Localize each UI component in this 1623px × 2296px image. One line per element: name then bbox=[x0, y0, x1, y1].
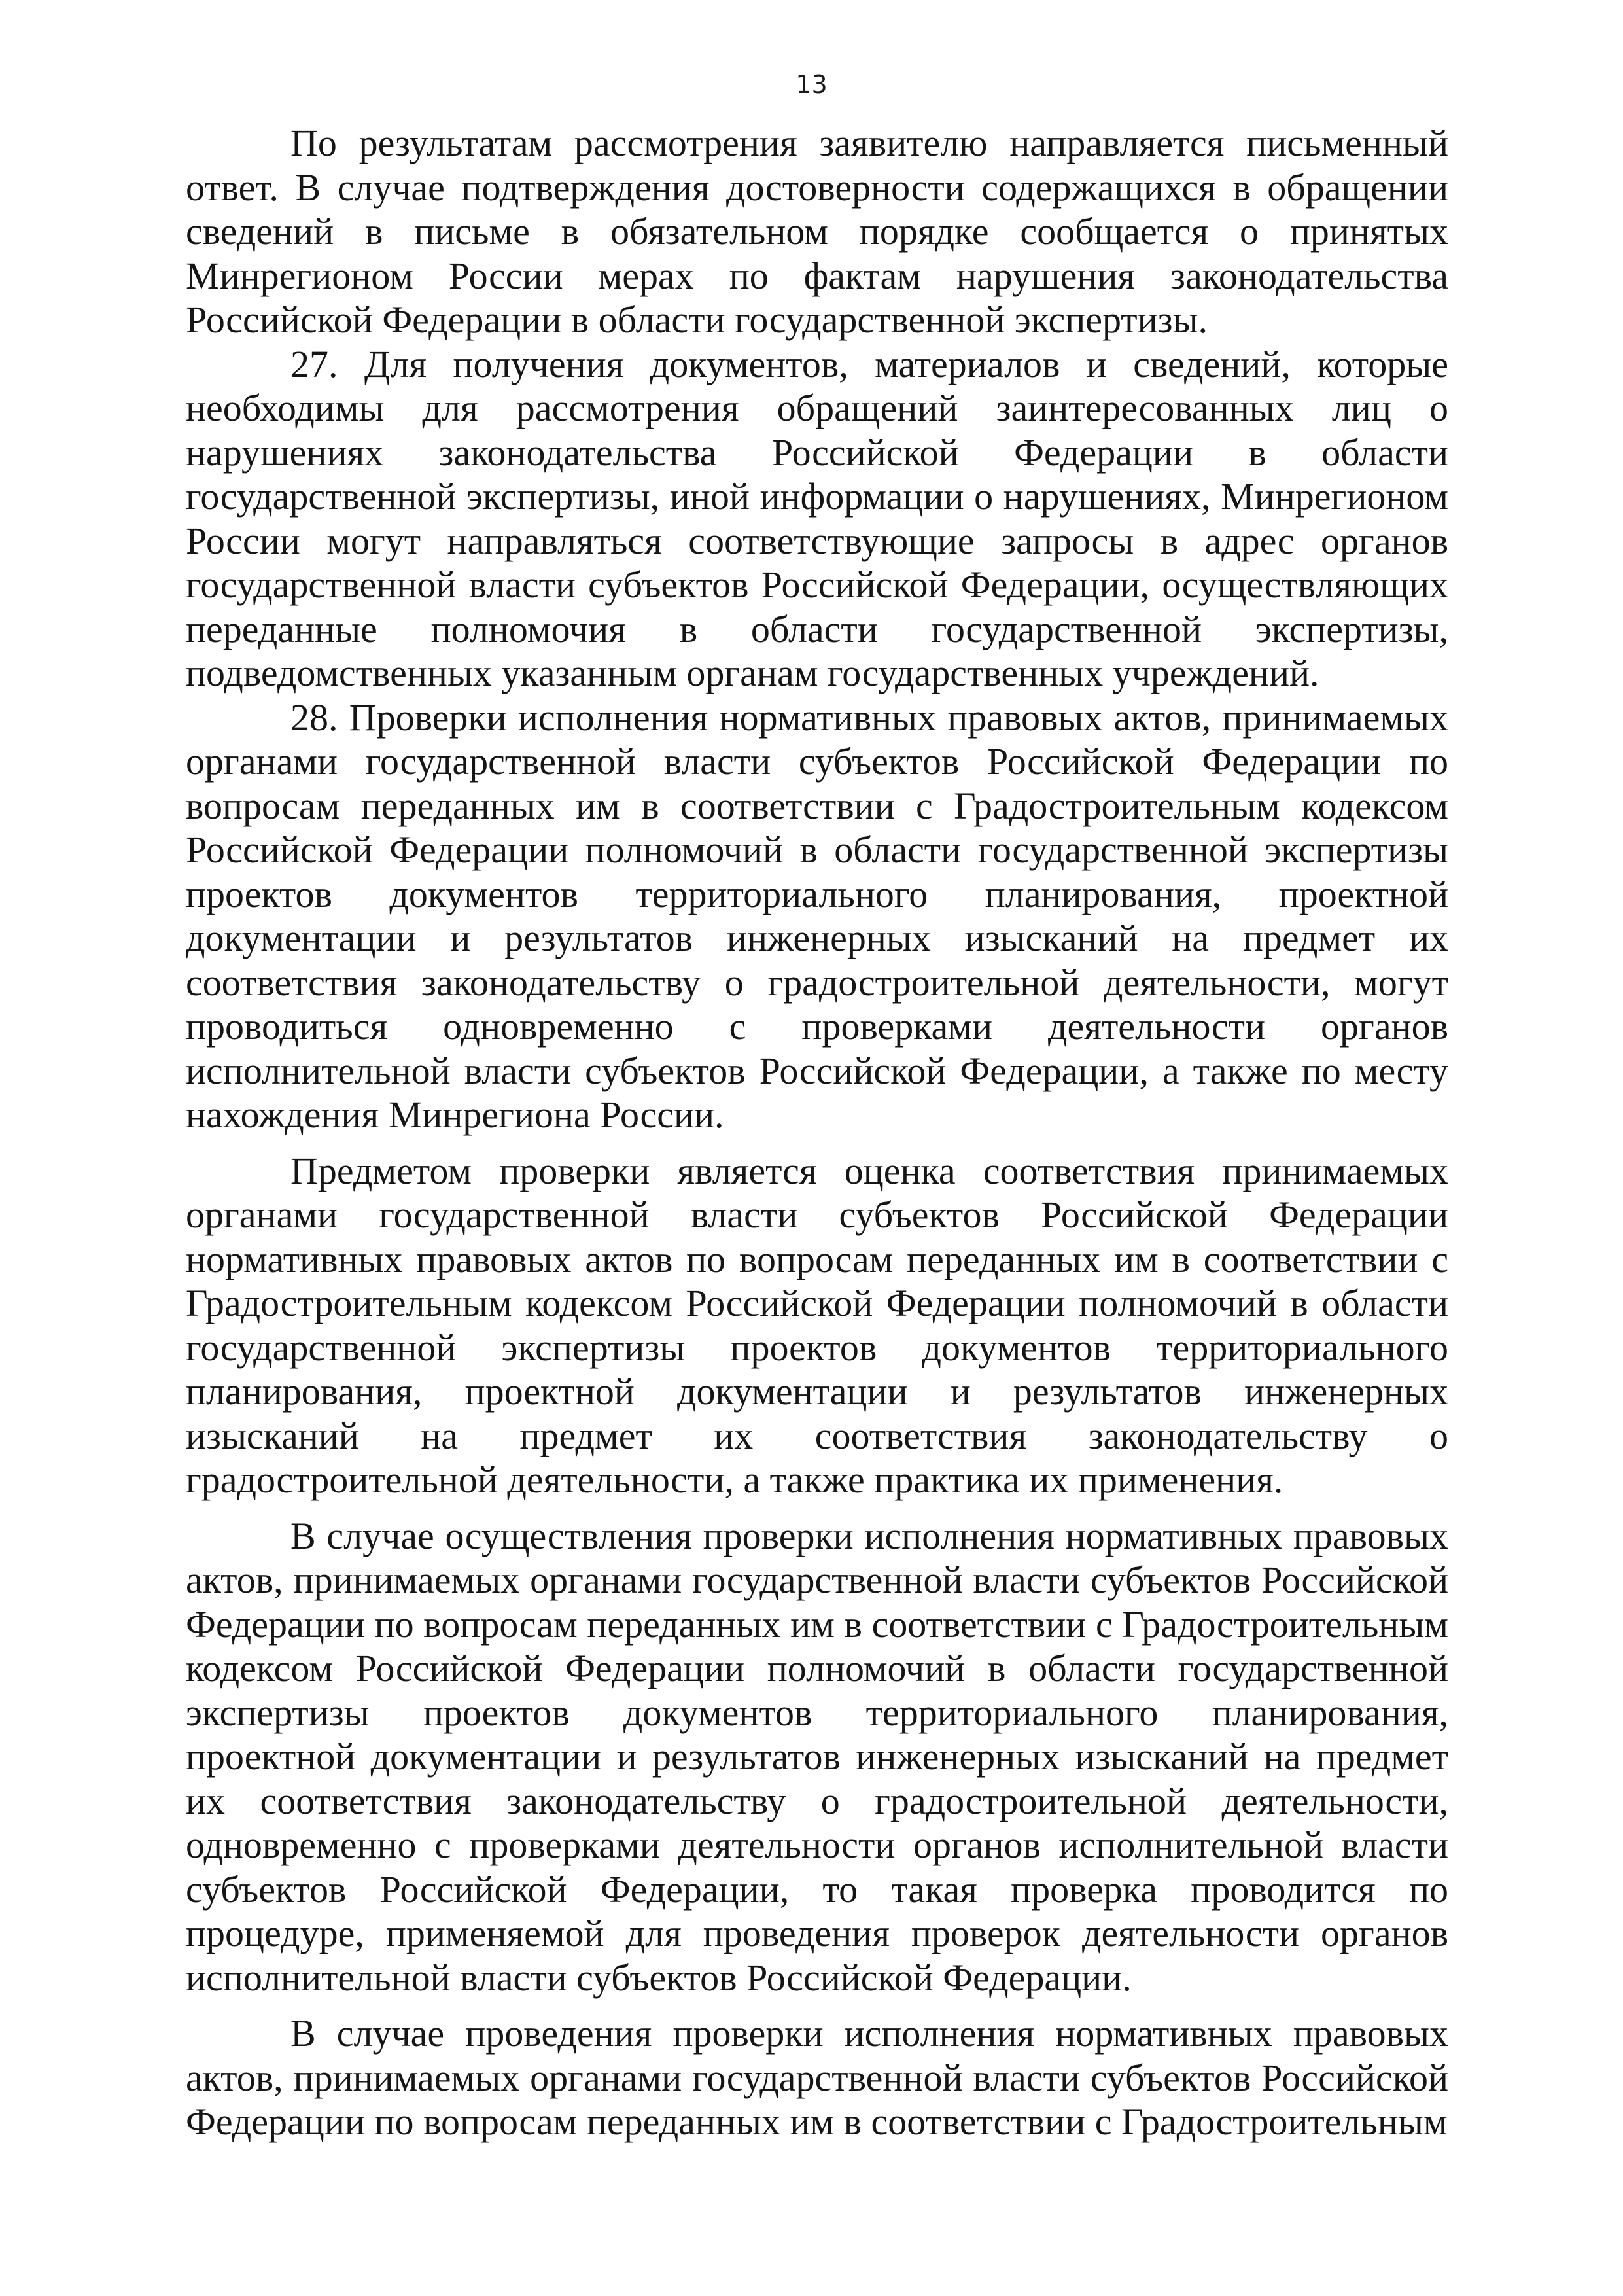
document-body bbox=[186, 121, 1448, 2144]
paragraph-item-28: 28. Проверки исполнения нормативных правовых актов, принимаемых органами государственной власти субъектов Российской Федерации по вопросам переданных им в соответствии с Градостроительным кодексом Российской Федерации полномочий в области государственной экспертизы проектов документов территориального планирования, проектной документации и результатов инженерных изысканий на предмет их соответствия законодательству о градостроительной деятельности, могут проводиться одновременно с проверками деятельности органов исполнительной власти субъектов Российской Федерации, а также по месту нахождения Минрегиона России. bbox=[186, 696, 1448, 1136]
paragraph-simultaneous-inspection: В случае осуществления проверки исполнения нормативных правовых актов, принимаемых органами государственной власти субъектов Российской Федерации по вопросам переданных им в соответствии с Градостроительным кодексом Российской Федерации полномочий в области государственной экспертизы проектов документов территориального планирования, проектной документации и результатов инженерных изысканий на предмет их соответствия законодательству о градостроительной деятельности, одновременно с проверками деятельности органов исполнительной власти субъектов Российской Федерации, то такая проверка проводится по процедуре, применяемой для проведения проверок деятельности органов исполнительной власти субъектов Российской Федерации. bbox=[186, 1514, 1448, 1999]
paragraph-inspection-continued: В случае проведения проверки исполнения нормативных правовых актов, принимаемых органами государственной власти субъектов Российской Федерации по вопросам переданных им в соответствии с Градостроительным bbox=[186, 2012, 1448, 2143]
page-number: 13 bbox=[795, 70, 828, 99]
paragraph-item-27: 27. Для получения документов, материалов и сведений, которые необходимы для рассмотрения обращений заинтересованных лиц о нарушениях законодательства Российской Федерации в области государственной экспертизы, иной информации о нарушениях, Минрегионом России могут направляться соответствующие запросы в адрес органов государственной власти субъектов Российской Федерации, осуществляющих переданные полномочия в области государственной экспертизы, подведомственных указанным органам государственных учреждений. bbox=[186, 342, 1448, 694]
paragraph-response-notice: По результатам рассмотрения заявителю направляется письменный ответ. В случае подтверждения достоверности содержащихся в обращении сведений в письме в обязательном порядке сообщается о принятых Минрегионом России мерах по фактам нарушения законодательства Российской Федерации в области государственной экспертизы. bbox=[186, 122, 1448, 341]
paragraph-inspection-subject: Предметом проверки является оценка соответствия принимаемых органами государственной власти субъектов Российской Федерации нормативных правовых актов по вопросам переданных им в соответствии с Градостроительным кодексом Российской Федерации полномочий в области государственной экспертизы проектов документов территориального планирования, проектной документации и результатов инженерных изысканий на предмет их соответствия законодательству о градостроительной деятельности, а также практика их применения. bbox=[186, 1149, 1448, 1501]
